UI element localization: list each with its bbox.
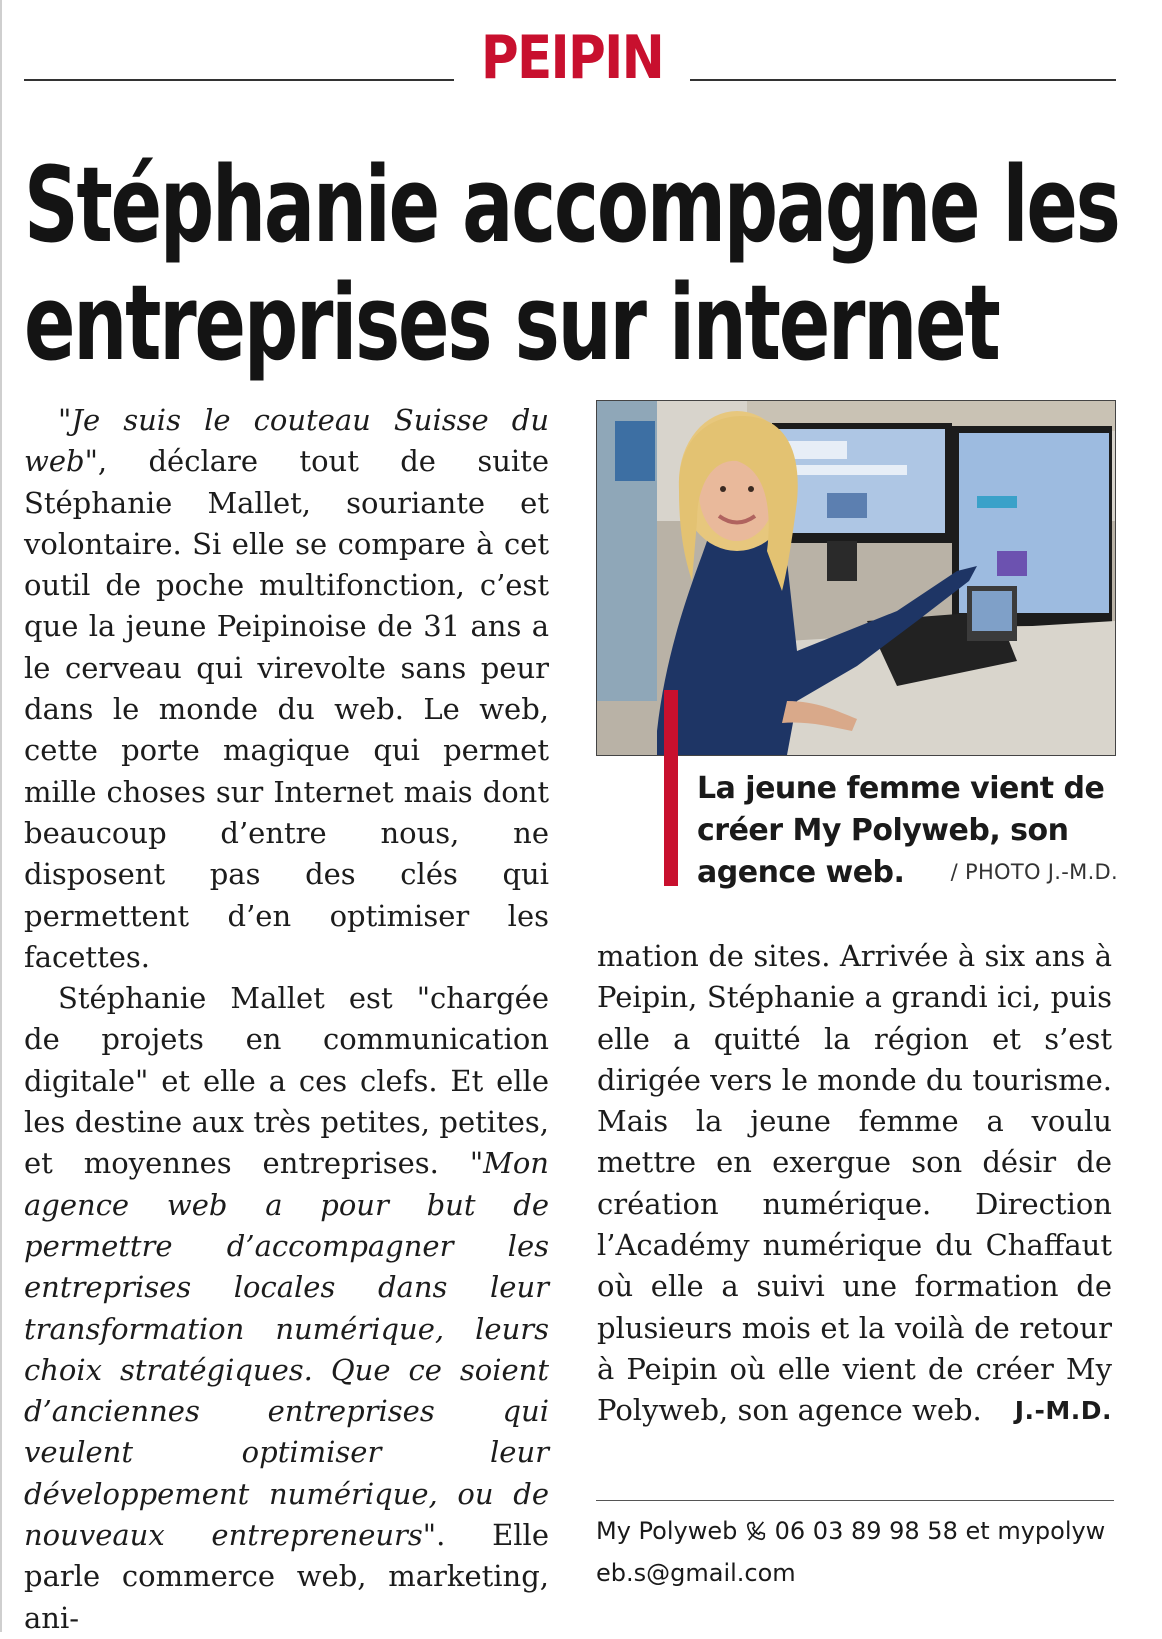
company-name: My Polyweb (596, 1517, 738, 1545)
text-run: Stéphanie Mallet est "chargée de projets en communication digitale" et elle a ces clefs. Et elle les destine aux très petites, petites, et moyennes entreprises. " (24, 981, 549, 1181)
headline (24, 144, 1119, 384)
contact-connector: et (965, 1517, 990, 1545)
quote-run: Mon agence web a pour but de permettre d’accompagner les entreprises locales dans leur transformation numérique, leurs choix stratégiques. Que ce soient d’anciennes entreprises qui veulent optimiser leur développement numérique, ou de nouveaux entrepreneurs (24, 1146, 549, 1553)
contact-rule (596, 1500, 1114, 1501)
email-address: mypolyweb.s@gmail.com (596, 1517, 1106, 1587)
text-run: " (58, 403, 72, 437)
header-rule-right (690, 79, 1116, 81)
phone-number: 06 03 89 98 58 (774, 1517, 958, 1545)
paragraph-1 (24, 400, 549, 978)
author-signature: J.-M.D. (1014, 1396, 1112, 1426)
contact-info (596, 1510, 1116, 1594)
text-run: ". Elle parle commerce web, marketing, ani- (24, 1518, 549, 1635)
paragraph-2 (24, 978, 549, 1639)
photo-credit: / PHOTO J.-M.D. (950, 860, 1118, 884)
article-column-left (24, 400, 549, 1639)
headline-line-1: Stéphanie accompagne les (24, 144, 1119, 266)
text-run: ", déclare tout de suite Stéphanie Mallet, souriante et volontaire. Si elle se compare à cet outil de poche multifonction, c’est que la jeune Peipinoise de 31 ans a le cerveau qui virevolte sans peur dans le monde du web. Le web, cette porte magique qui permet mille choses sur Internet mais dont beaucoup d’entre nous, ne disposent pas des clés qui permettent d’en optimiser les facettes. (24, 444, 549, 974)
article-column-right (597, 936, 1112, 1432)
section-title: PEIPIN (480, 23, 664, 93)
phone-icon (745, 1517, 775, 1545)
photo-caption: La jeune femme vient de créer My Polyweb, son agence web. (697, 771, 1105, 890)
text-run: mation de sites. Arrivée à six ans à Peipin, Stéphanie a grandi ici, puis elle a quitté la région et s’est dirigée vers le monde du tourisme. Mais la jeune femme a voulu mettre en exergue son désir de création numérique. Direction l’Académy numérique du Chaffaut où elle a suivi une formation de plusieurs mois et la voilà de retour à Peipin où elle vient de créer My Polyweb, son agence web. (597, 939, 1112, 1428)
paragraph-3 (597, 936, 1112, 1432)
page-edge (0, 0, 2, 1632)
headline-line-2: entreprises sur internet (24, 262, 999, 384)
caption-accent-bar (664, 690, 678, 886)
header-rule-left (24, 79, 454, 81)
quote-run: Je suis le couteau Suisse du web (24, 403, 549, 479)
